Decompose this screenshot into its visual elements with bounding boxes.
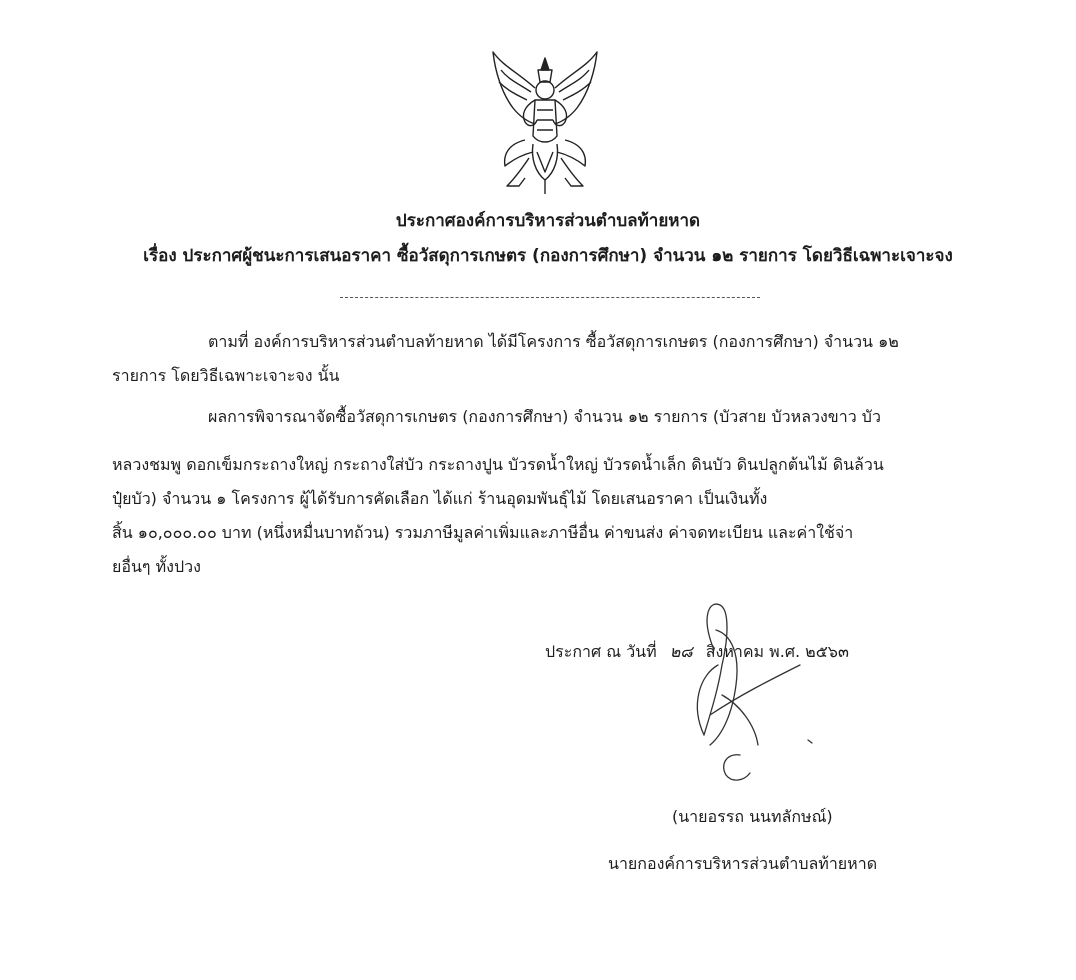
paragraph-2-line-3: ปุ๋ยบัว) จำนวน ๑ โครงการ ผู้ได้รับการคัดเลือก ได้แก่ ร้านอุดมพันธุ์ไม้ โดยเสนอราคา เป็นเงินทั้ง bbox=[112, 489, 768, 508]
dashed-separator bbox=[340, 297, 760, 298]
date-day: ๒๘ bbox=[669, 642, 693, 661]
paragraph-2-line-5: ยอื่นๆ ทั้งปวง bbox=[112, 557, 201, 576]
date-prefix: ประกาศ ณ วันที่ bbox=[545, 642, 657, 661]
garuda-emblem bbox=[485, 48, 605, 198]
handwritten-signature bbox=[670, 595, 830, 790]
paragraph-1-line-1: ตามที่ องค์การบริหารส่วนตำบลท้ายหาด ได้มีโครงการ ซื้อวัสดุการเกษตร (กองการศึกษา) จำนวน ๑๒ bbox=[208, 332, 899, 351]
document-subject: เรื่อง ประกาศผู้ชนะการเสนอราคา ซื้อวัสดุการเกษตร (กองการศึกษา) จำนวน ๑๒ รายการ โดยวิธีเฉพาะเจาะจง bbox=[143, 246, 953, 266]
signer-name: (นายอรรถ นนทลักษณ์) bbox=[672, 807, 833, 826]
signer-title: นายกองค์การบริหารส่วนตำบลท้ายหาด bbox=[608, 854, 878, 873]
paragraph-2-line-4: สิ้น ๑๐,๐๐๐.๐๐ บาท (หนึ่งหมื่นบาทถ้วน) รวมภาษีมูลค่าเพิ่มและภาษีอื่น ค่าขนส่ง ค่าจดทะเบียน และค่าใช้จ่า bbox=[112, 523, 854, 542]
paragraph-1-line-2: รายการ โดยวิธีเฉพาะเจาะจง นั้น bbox=[112, 366, 340, 385]
date-month-year: สิงหาคม พ.ศ. ๒๕๖๓ bbox=[705, 642, 849, 661]
paragraph-2-line-1: ผลการพิจารณาจัดซื้อวัสดุการเกษตร (กองการศึกษา) จำนวน ๑๒ รายการ (บัวสาย บัวหลวงขาว บัว bbox=[208, 407, 881, 426]
document-title: ประกาศองค์การบริหารส่วนตำบลท้ายหาด bbox=[395, 211, 701, 231]
paragraph-2-line-2: หลวงชมพู ดอกเข็มกระถางใหญ่ กระถางใส่บัว กระถางปูน บัวรดน้ำใหญ่ บัวรดน้ำเล็ก ดินบัว ดินปลูกต้นไม้ ดินล้วน bbox=[112, 455, 884, 474]
